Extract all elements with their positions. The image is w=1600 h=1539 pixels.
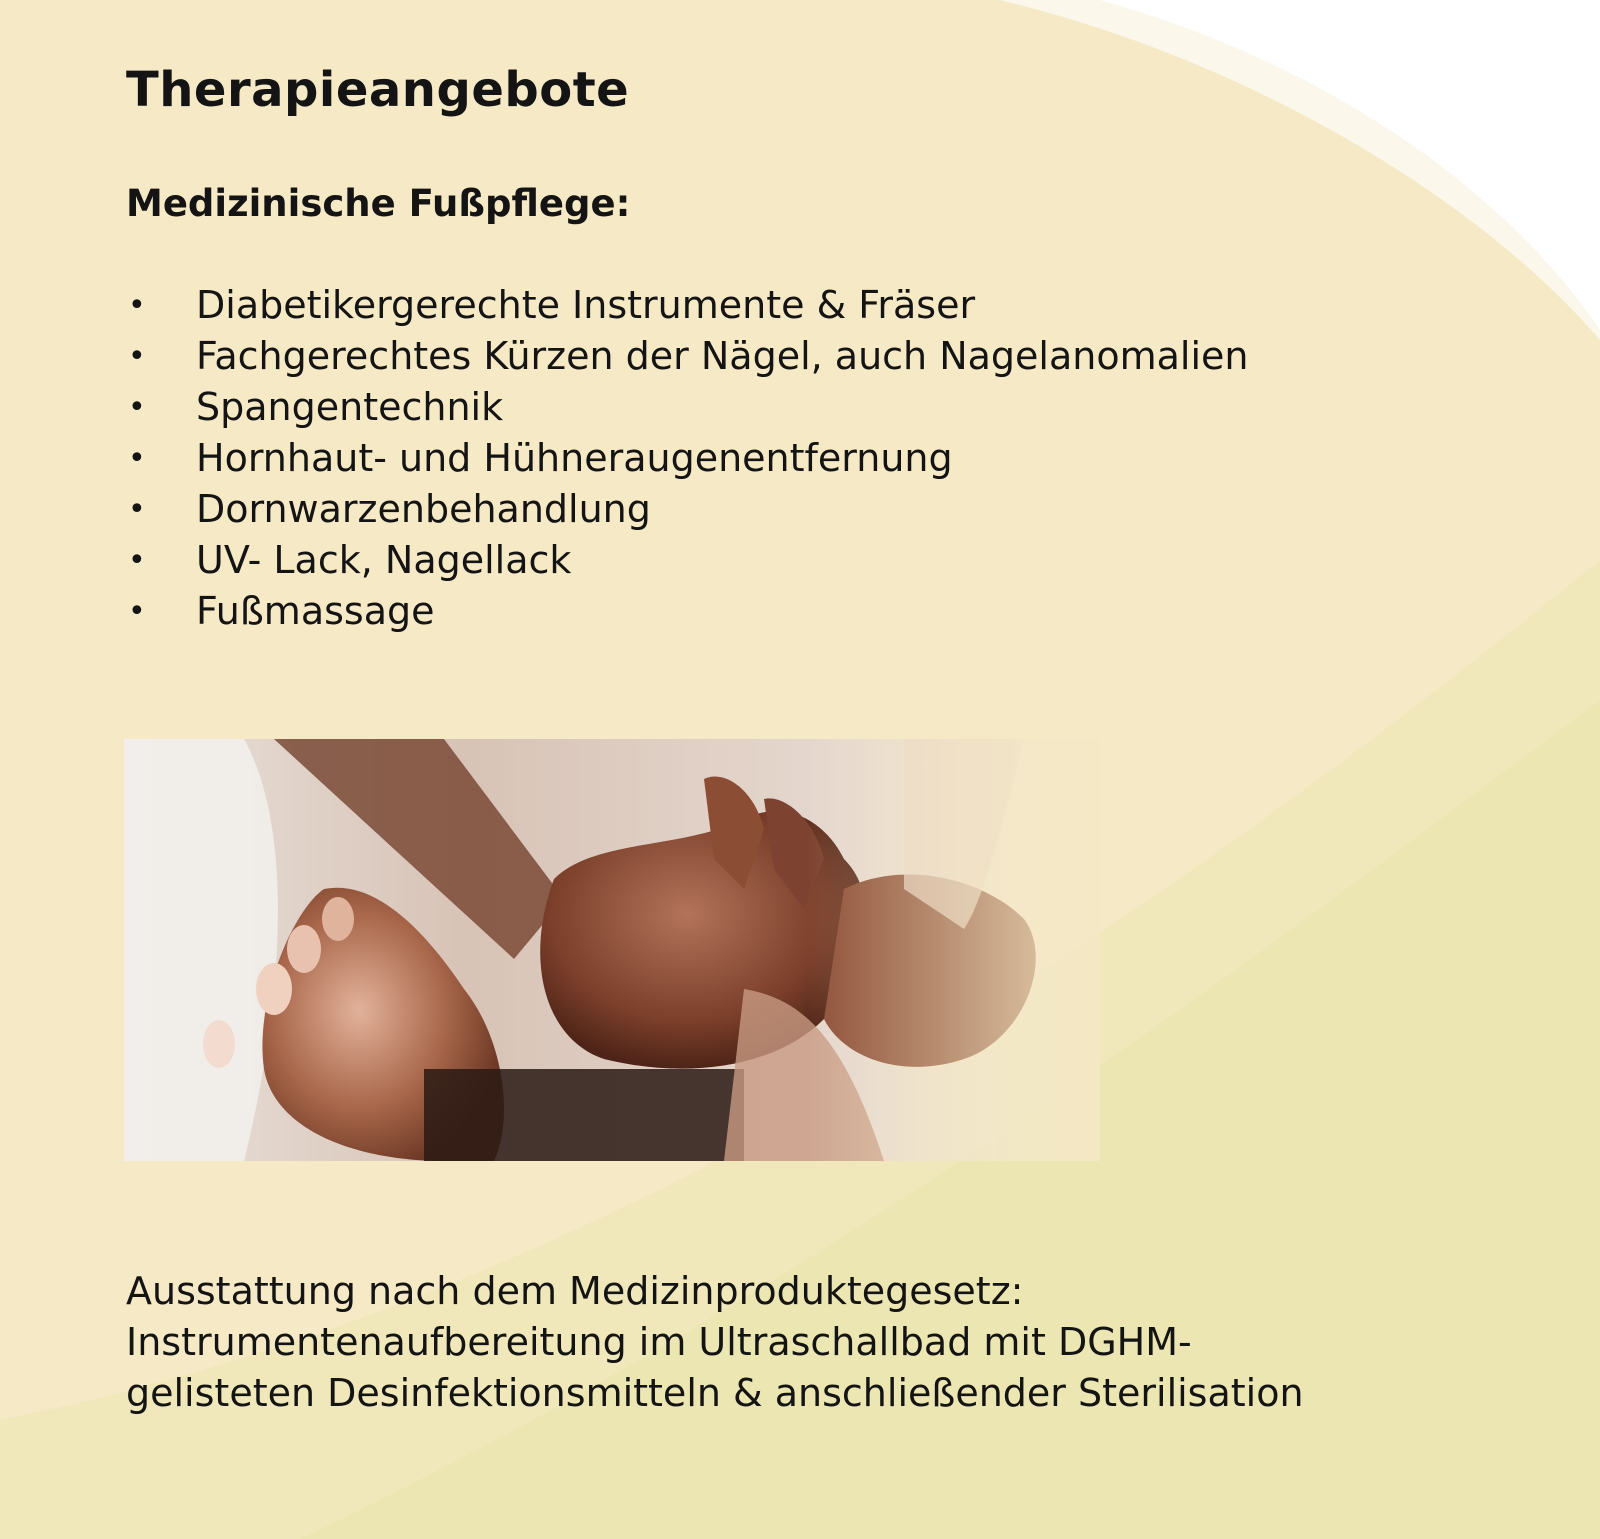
- bullet-icon: •: [128, 594, 146, 629]
- service-label: Fachgerechtes Kürzen der Nägel, auch Nagelanomalien: [196, 334, 1249, 378]
- list-item: [126, 586, 1248, 637]
- bullet-icon: •: [128, 441, 146, 476]
- list-item: [126, 484, 1248, 535]
- service-label: UV- Lack, Nagellack: [196, 538, 572, 582]
- equipment-note-line-2: Instrumentenaufbereitung im Ultraschallbad mit DGHM-: [126, 1320, 1192, 1364]
- foot-massage-photo: [124, 739, 1100, 1161]
- list-item: [126, 535, 1248, 586]
- bullet-icon: •: [128, 543, 146, 578]
- list-item: [126, 382, 1248, 433]
- page-title: Therapieangebote: [126, 62, 630, 118]
- equipment-note-line-1: Ausstattung nach dem Medizinproduktegesetz:: [126, 1269, 1024, 1313]
- section-subtitle: Medizinische Fußpflege:: [126, 182, 631, 225]
- bullet-icon: •: [128, 492, 146, 527]
- list-item: [126, 280, 1248, 331]
- equipment-note: [126, 1266, 1304, 1419]
- equipment-note-line-3: gelisteten Desinfektionsmitteln & anschließender Sterilisation: [126, 1371, 1304, 1415]
- list-item: [126, 331, 1248, 382]
- list-item: [126, 433, 1248, 484]
- service-label: Spangentechnik: [196, 385, 504, 429]
- bullet-icon: •: [128, 390, 146, 425]
- service-label: Diabetikergerechte Instrumente & Fräser: [196, 283, 976, 327]
- service-label: Fußmassage: [196, 589, 435, 633]
- bullet-icon: •: [128, 288, 146, 323]
- service-list: [126, 280, 1248, 637]
- bullet-icon: •: [128, 339, 146, 374]
- foot-massage-illustration: [124, 739, 1100, 1161]
- service-label: Dornwarzenbehandlung: [196, 487, 651, 531]
- service-label: Hornhaut- und Hühneraugenentfernung: [196, 436, 953, 480]
